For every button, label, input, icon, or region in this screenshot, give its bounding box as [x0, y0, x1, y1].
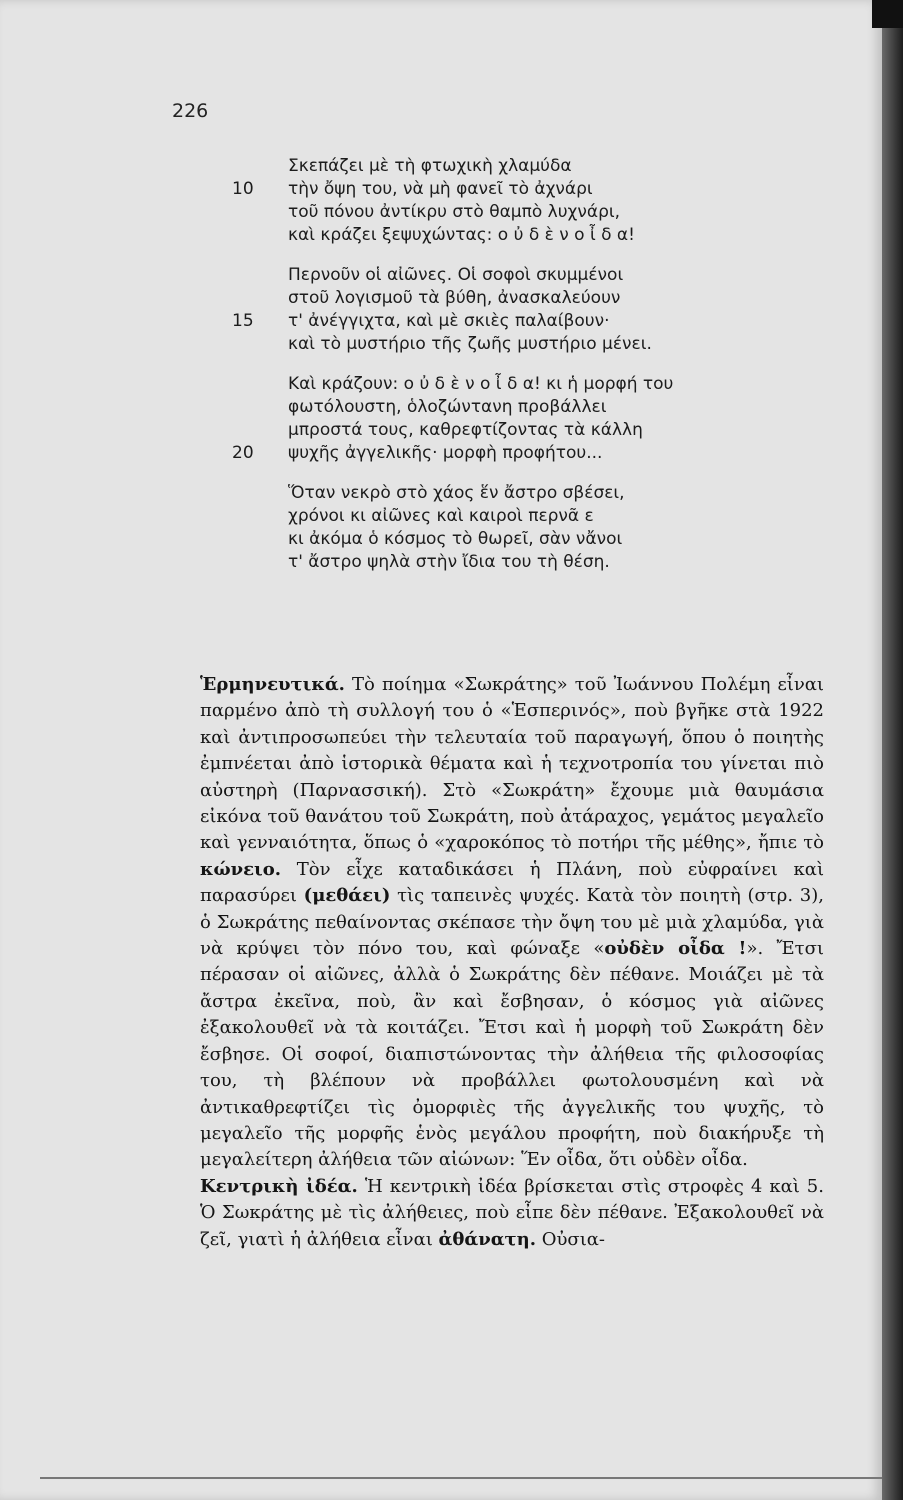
bold-term: κώνειο. — [200, 858, 282, 880]
stanza-2 — [0, 264, 882, 356]
poem-line — [0, 396, 882, 419]
corner-shadow — [872, 0, 903, 28]
line-text: μπροστά τους, καθρεφτίζοντας τὰ κάλλη — [288, 420, 643, 440]
poem-line — [0, 287, 882, 310]
central-idea-text: Οὐσια- — [536, 1228, 606, 1250]
stanza-4 — [0, 482, 882, 574]
interpretation-text: Τὸ ποίημα «Σωκράτης» τοῦ Ἰωάννου Πολέμη εἶναι παρμένο ἀπὸ τὴ συλλογή του ὁ «Ἑσπερινός», ποὺ βγῆκε στὰ 1922 καὶ ἀντιπροσωπεύει τὴν τελευταία τοῦ παραγωγή, ὅπου ὁ ποιητὴς ἐμπνέεται ἀπὸ ἱστορικὰ θέματα καὶ ἡ τεχνοτροπία του γίνεται πιὸ αὐστηρὴ (Παρνασσική). Στὸ «Σωκράτη» ἔχουμε μιὰ θαυμάσια εἰκόνα τοῦ θανάτου τοῦ Σωκράτη, ποὺ ἀτάραχος, γεμάτος μεγαλεῖο καὶ γενναιότητα, ὅπως ὁ «χαροκόπος τὸ ποτήρι τῆς μέθης», ἤπιε τὸ — [200, 674, 824, 854]
poem — [0, 155, 882, 591]
line-text: ψυχῆς ἀγγελικῆς· μορφὴ προφήτου... — [288, 443, 603, 463]
stanza-1 — [0, 155, 882, 247]
central-idea-paragraph — [200, 1174, 824, 1253]
interpretation-heading: Ἑρμηνευτικά. — [200, 674, 345, 695]
line-number: 20 — [232, 443, 254, 463]
line-text: τοῦ πόνου ἀντίκρυ στὸ θαμπὸ λυχνάρι, — [288, 202, 621, 222]
interpretation-text: ». Ἔτσι πέρασαν οἱ αἰῶνες, ἀλλὰ ὁ Σωκράτης δὲν πέθανε. Μοιάζει μὲ τὰ ἄστρα ἐκεῖνα, ποὺ, ἂν καὶ ἔσβησαν, ὁ κόσμος γιὰ αἰῶνες ἐξακολουθεῖ νὰ τὰ κοιτάζει. Ἔτσι καὶ ἡ μορφὴ τοῦ Σωκράτη δὲν ἔσβησε. Οἱ σοφοί, διαπιστώνοντας τὴν ἀλήθεια τῆς φιλοσοφίας του, τὴ βλέπουν νὰ προβάλλει φωτολουσμένη καὶ νὰ ἀντικαθρεφτίζει τὶς ὀμορφιὲς τῆς ἀγγελικῆς του ψυχῆς, τὸ μεγαλεῖο τῆς μορφῆς ἑνὸς μεγάλου προφήτη, ποὺ διακήρυξε τὴ μεγαλείτερη ἀλήθεια τῶν αἰώνων: Ἕν οἶδα, ὅτι οὐδὲν οἶδα. — [200, 938, 824, 1171]
poem-line — [0, 310, 882, 333]
line-text: κι ἀκόμα ὁ κόσμος τὸ θωρεῖ, σὰν νἄνοι — [288, 529, 623, 549]
poem-line — [0, 155, 882, 178]
central-idea-text: Ἡ κεντρικὴ ἰδέα βρίσκεται στὶς στροφὲς 4 καὶ 5. Ὁ Σωκράτης μὲ τὶς ἀλήθειες, ποὺ εἶπε δὲν πέθανε. Ἐξακολουθεῖ νὰ ζεῖ, γιατὶ ἡ ἀλήθεια εἶναι — [200, 1175, 824, 1250]
line-text: χρόνοι κι αἰῶνες καὶ καιροὶ περνᾶ ε — [288, 506, 594, 526]
interpretation-text: τὶς ταπεινὲς ψυχές. Κατὰ τὸν ποιητὴ (στρ. 3), ὁ Σωκράτης πεθαίνοντας σκέπασε τὴν ὄψη του μὲ μιὰ χλαμύδα, γιὰ νὰ κρύψει τὸν πόνο του, καὶ φώναξε « — [200, 885, 824, 960]
central-idea-heading: Κεντρικὴ ἰδέα. — [200, 1175, 358, 1197]
stanza-3 — [0, 373, 882, 465]
line-text: φωτόλουστη, ὁλοζώντανη προβάλλει — [288, 397, 607, 417]
bold-term: ἀθάνατη. — [438, 1228, 537, 1250]
interpretation-paragraph — [200, 672, 824, 1174]
line-text: τὴν ὄψη του, νὰ μὴ φανεῖ τὸ ἀχνάρι — [288, 179, 593, 199]
line-text: Ὅταν νεκρὸ στὸ χάος ἕν ἄστρο σβέσει, — [288, 483, 625, 503]
poem-line — [0, 528, 882, 551]
poem-line — [0, 419, 882, 442]
line-text: στοῦ λογισμοῦ τὰ βύθη, ἀνασκαλεύουν — [288, 288, 621, 308]
poem-line — [0, 264, 882, 287]
line-text: Καὶ κράζουν: ο ὐ δ ὲ ν ο ἶ δ α! κι ἡ μορφή του — [288, 374, 674, 394]
line-text: Σκεπάζει μὲ τὴ φτωχικὴ χλαμύδα — [288, 156, 572, 176]
interpretation-text: Τὸν εἶχε καταδικάσει ἡ Πλάνη, ποὺ εὐφραίνει καὶ παρασύρει — [200, 858, 824, 907]
poem-line — [0, 505, 882, 528]
line-number: 15 — [232, 311, 254, 331]
bold-term: οὐδὲν οἶδα ! — [604, 938, 747, 960]
line-text: τ' ἀνέγγιχτα, καὶ μὲ σκιὲς παλαίβουν· — [288, 311, 610, 331]
poem-line — [0, 373, 882, 396]
bold-term: (μεθάει) — [303, 885, 391, 907]
poem-line — [0, 333, 882, 356]
page-edge-shadow — [882, 0, 903, 1500]
line-text: καὶ τὸ μυστήριο τῆς ζωῆς μυστήριο μένει. — [288, 334, 652, 354]
line-text: Περνοῦν οἱ αἰῶνες. Οἱ σοφοὶ σκυμμένοι — [288, 265, 624, 285]
line-text: καὶ κράζει ξεψυχώντας: ο ὐ δ ὲ ν ο ἶ δ α! — [288, 225, 635, 245]
poem-line — [0, 201, 882, 224]
poem-line — [0, 482, 882, 505]
poem-line — [0, 442, 882, 465]
page-bottom-rule — [40, 1477, 882, 1479]
page-number: 226 — [172, 100, 209, 122]
line-number: 10 — [232, 179, 254, 199]
commentary — [200, 672, 824, 1253]
line-text: τ' ἄστρο ψηλὰ στὴν ἴδια του τὴ θέση. — [288, 552, 610, 572]
poem-line — [0, 178, 882, 201]
poem-line — [0, 224, 882, 247]
poem-line — [0, 551, 882, 574]
